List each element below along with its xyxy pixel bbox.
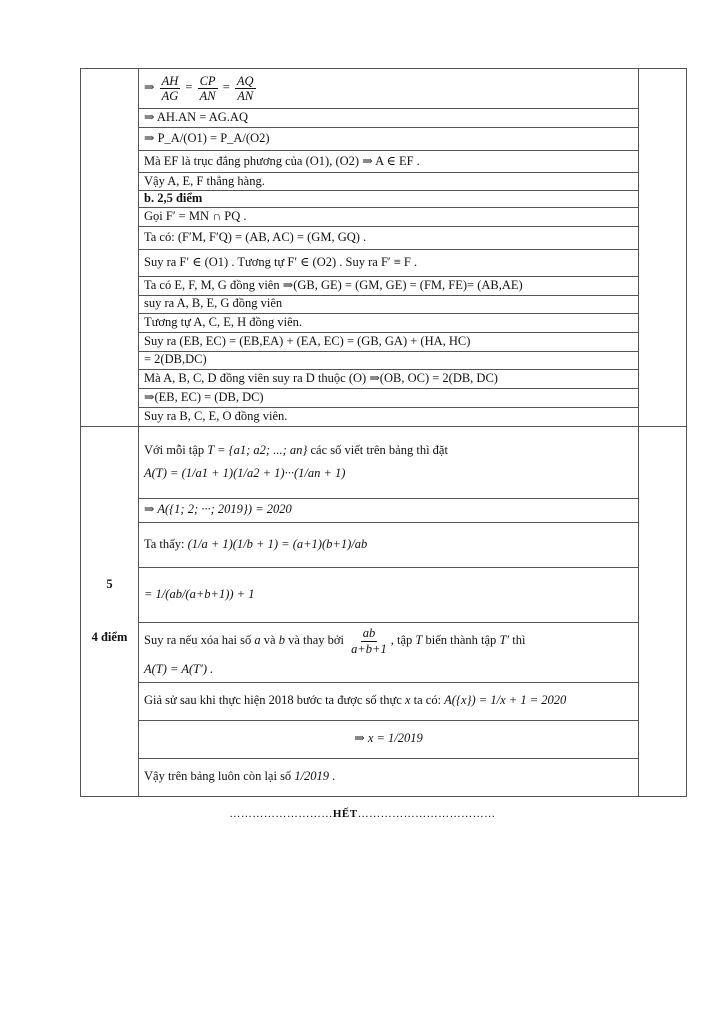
q5-score-cell [639,426,687,796]
q4-number-cell [81,69,139,427]
text: ⇒(EB, EC) = (DB, DC) [144,389,264,404]
text: Suy ra F′ ∈ (O1) . Tương tự F′ ∈ (O2) . Suy ra F′ ≡ F . [144,254,418,269]
math: A({x}) = 1/x + 1 = 2020 [444,693,567,708]
text: , tập [390,633,413,648]
text: Vậy trên bảng luôn còn lại số [144,769,292,784]
q5-row-identity2 [139,567,639,622]
text: Gọi F′ = MN ∩ PQ . [144,208,247,223]
math: 1/2019 [294,769,330,784]
question-number: 5 [106,576,113,591]
math: A(T) = A(T′) . [144,662,214,677]
footer-dots-left: ……………………… [229,808,333,820]
text: biến thành tập [425,633,497,648]
q4-row-3 [139,151,639,173]
text: Mà EF là trục đẳng phương của (O1), (O2) ⇒ A ∈ EF . [144,153,420,168]
end-label: HẾT [332,808,358,820]
q4-row-16 [139,407,639,426]
text: Ta thấy: [144,536,185,551]
q5-row-identity [139,522,639,567]
q4-row-9 [139,276,639,295]
text: Ta có E, F, M, G đồng viên ⇒(GB, GE) = (GM, GE) = (FM, FE)= (AB,AE) [144,277,523,292]
q5-row-x [139,720,639,758]
text: các số viết trên bảng thì đặt [310,442,448,457]
text: Giả sử sau khi thực hiện 2018 bước ta được số thực [144,693,402,708]
math: (1/a + 1)(1/b + 1) = (a+1)(b+1)/ab [187,536,368,551]
footer-end-marker [0,808,725,820]
footer-dots-right: ……………………………… [357,808,496,820]
q5-row-replace: Suy ra nếu xóa hai số a và b và thay bởi $\frac{ab}{a+b+1}$ , tập T biến thành tập T′ thì A(T) = A(T′) . [139,622,639,682]
q5-row-conclusion: Vậy trên bảng luôn còn lại số 1/2019 . [139,758,639,796]
q4-row-2 [139,128,639,151]
question-points: 4 điểm [91,630,128,645]
q4-row-11 [139,313,639,332]
text: ⇒ P_A/(O1) = P_A/(O2) [144,131,270,146]
q4-row-4 [139,173,639,191]
q4-row-12 [139,332,639,351]
text: ⇒ AH.AN = AG.AQ [144,110,248,125]
q4-row-5 [139,191,639,208]
q5-row-assume: Giả sử sau khi thực hiện 2018 bước ta được số thực x ta có: A({x}) = 1/x + 1 = 2020 [139,682,639,720]
q4-row-1 [139,109,639,128]
text: và [263,633,276,648]
q4-row-15 [139,388,639,407]
q4-row-0: ⇒ $\frac{AH}{AG}$ = $\frac{CP}{AN}$ = $\frac{AQ}{AN}$ [139,69,639,109]
text: Tương tự A, C, E, H đồng viên. [144,314,303,329]
text: Mà A, B, C, D đồng viên suy ra D thuộc (O) ⇒(OB, OC) = 2(DB, DC) [144,370,498,385]
q4-row-10 [139,295,639,313]
math: ⇒ x = 1/2019 [354,731,423,746]
math: = 1/(ab/(a+b+1)) + 1 [144,586,255,601]
math: ⇒ A({1; 2; ···; 2019}) = 2020 [144,502,292,517]
math-formula-A: A(T) = (1/a1 + 1)(1/a2 + 1)···(1/an + 1) [144,466,346,481]
section-label: b. 2,5 điểm [144,191,203,205]
solution-table [80,68,687,797]
q4-row-6 [139,207,639,226]
text: Suy ra nếu xóa hai số [144,633,252,648]
q5-number-cell [81,426,139,796]
q4-row-7 [139,226,639,249]
text: và thay bởi [288,633,344,648]
q4-row-8 [139,249,639,276]
math-set-T: T = {a1; a2; ...; an} [207,442,308,457]
text: suy ra A, B, E, G đồng viên [144,296,283,311]
q4-row-13 [139,351,639,369]
text: ta có: [413,693,442,708]
text: thì [512,633,526,648]
text: Suy ra B, C, E, O đồng viên. [144,408,288,423]
text: = 2(DB,DC) [144,352,207,367]
text: Suy ra (EB, EC) = (EB,EA) + (EA, EC) = (GB, GA) + (HA, HC) [144,333,471,348]
q5-row-result [139,498,639,522]
q5-row-definition [139,426,639,498]
text: Với mỗi tập [144,442,205,457]
q4-row-14 [139,369,639,388]
text: Ta có: (F′M, F′Q) = (AB, AC) = (GM, GQ) . [144,229,367,244]
q4-score-cell [639,69,687,427]
text: Vậy A, E, F thẳng hàng. [144,173,265,188]
